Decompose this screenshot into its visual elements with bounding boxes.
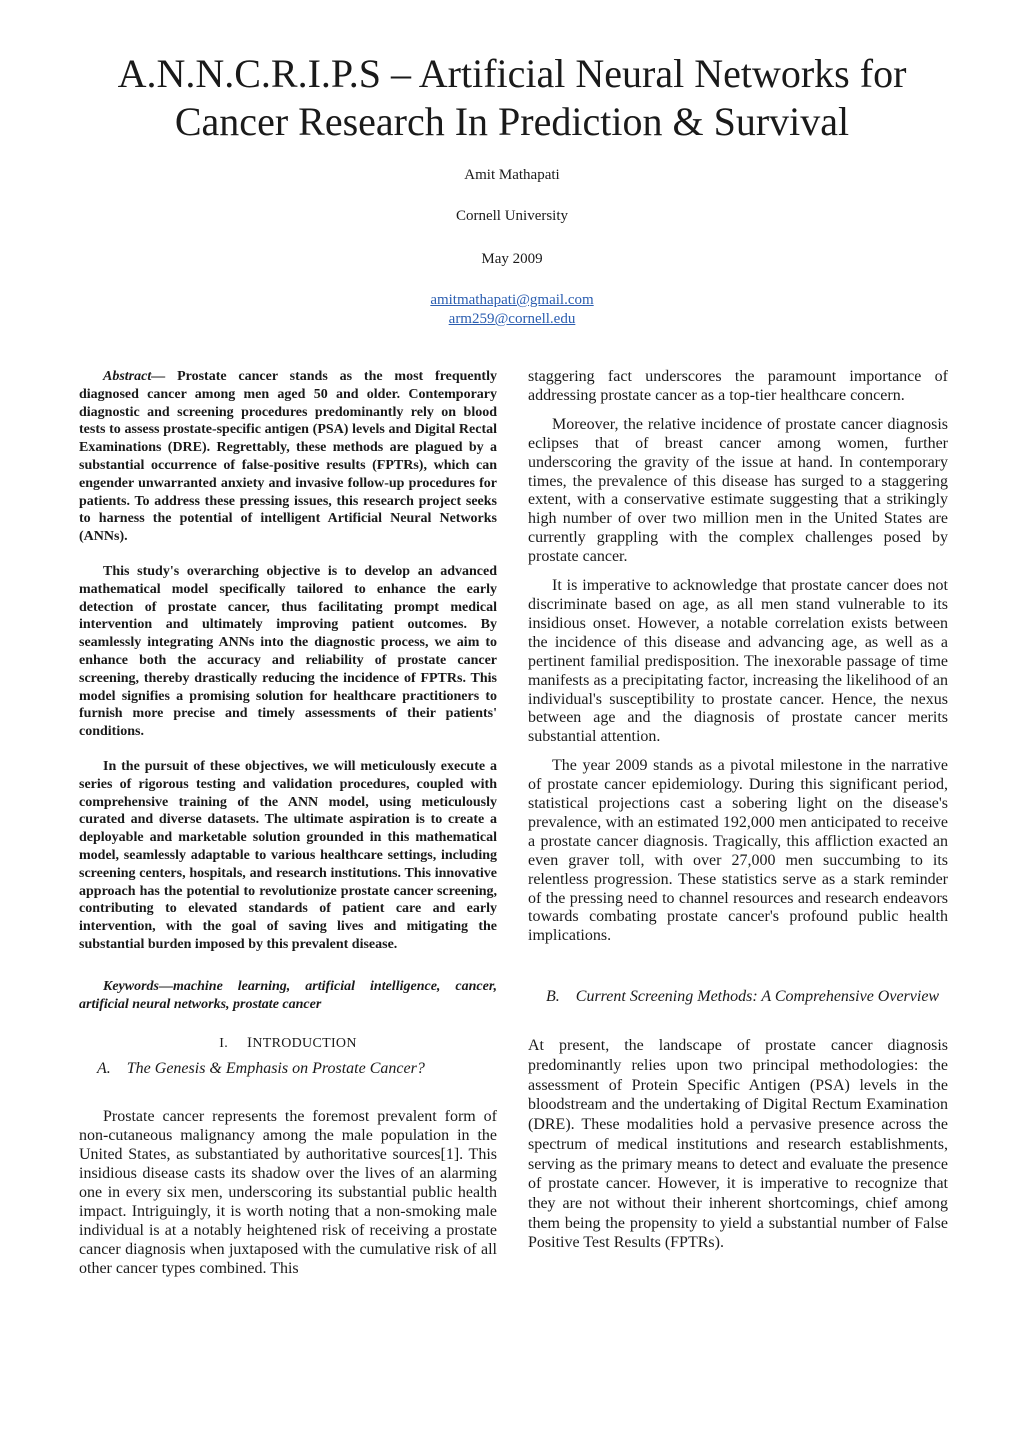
screening-paragraph-1: At present, the landscape of prostate cancer diagnosis predominantly relies upon two principal methodologies: the assessment of Protein Specific Antigen (PSA) levels in the bloodstream and the undertaking of Digital Rectum Examination (DRE). These modalities hold a pervasive presence across the spectrum of medical institutions and research establishments, serving as the primary means to detect and evaluate the presence of prostate cancer. However, it is imperative to recognize that they are not without their inherent shortcomings, chief among them being the propensity to yield a substantial number of False Positive Test Results (FPTRs). — [528, 1037, 948, 1252]
intro-paragraph-1-continued: staggering fact underscores the paramount importance of addressing prostate cancer as a top-tier healthcare concern. — [528, 368, 948, 404]
left-column — [79, 368, 497, 1278]
email-link-gmail[interactable]: amitmathapati@gmail.com — [430, 292, 594, 308]
subsection-heading-b: B. Current Screening Methods: A Comprehensive Overview — [546, 988, 940, 1006]
paper-title — [60, 50, 964, 146]
intro-paragraph-4: The year 2009 stands as a pivotal milestone in the narrative of prostate cancer epidemiology. During this significant period, statistical projections cast a sobering light on the disease's prevalence, with an estimated 192,000 men anticipated to receive a prostate cancer diagnosis. Tragically, this affliction exacted an even graver toll, with over 27,000 men succumbing to its relentless progression. These statistics serve as a stark reminder of the pressing need to channel resources and research endeavors towards combating prostate cancer's profound public health implications. — [528, 757, 948, 945]
author-name: Amit Mathapati — [464, 167, 560, 183]
title-line-2: Cancer Research In Prediction & Survival — [174, 99, 850, 144]
abstract-paragraph-2: This study's overarching objective is to develop an advanced mathematical model specifically tailored to enhance the early detection of prostate cancer, thus facilitating prompt medical intervention and ultimately improving patient outcomes. By seamlessly integrating ANNs into the diagnostic process, we aim to enhance both the accuracy and reliability of prostate cancer screening, thereby drastically reducing the incidence of FPTRs. This model signifies a promising solution for healthcare practitioners to furnish more precise and timely assessments of their patients' conditions. — [79, 563, 497, 740]
email-line-2 — [0, 311, 1024, 328]
abstract-paragraph-3: In the pursuit of these objectives, we will meticulously execute a series of rigorous testing and validation procedures, coupled with comprehensive training of the ANN model, using meticulously curated and diverse datasets. The ultimate aspiration is to create a deployable and marketable solution grounded in this mathematical model, seamlessly adaptable to various healthcare settings, including screening centers, hospitals, and research institutions. This innovative approach has the potential to revolutionize prostate cancer screening, contributing to elevated standards of patient care and early intervention, with the goal of saving lives and mitigating the substantial burden imposed by this prevalent disease. — [79, 758, 497, 952]
subsection-heading-a: A. The Genesis & Emphasis on Prostate Cancer? — [97, 1060, 425, 1078]
intro-paragraph-3: It is imperative to acknowledge that prostate cancer does not discriminate based on age, as all men stand vulnerable to its insidious onset. However, a notable correlation exists between the incidence of this disease and advancing age, as well as a pertinent familial predisposition. The inexorable passage of time manifests as a precipitating factor, increasing the likelihood of an individual's susceptibility to prostate cancer. Hence, the nexus between age and the diagnosis of prostate cancer merits substantial attention. — [528, 577, 948, 746]
right-column — [528, 368, 948, 1253]
title-line-1: A.N.N.C.R.I.P.S – Artificial Neural Networks for — [117, 51, 907, 96]
publication-date: May 2009 — [481, 251, 543, 267]
intro-paragraph-1: Prostate cancer represents the foremost prevalent form of non-cutaneous malignancy among the male population in the United States, as substantiated by authoritative sources[1]. This insidious disease casts its shadow over the lives of an alarming one in every six men, underscoring its substantial public health impact. Intriguingly, it is worth noting that a non-smoking male individual is at a notably heightened risk of receiving a prostate cancer diagnosis when juxtaposed with the cumulative risk of all other cancer types combined. This — [79, 1108, 497, 1277]
section-numeral: I. — [219, 1036, 229, 1052]
section-heading-introduction — [79, 1035, 497, 1052]
keywords: Keywords—machine learning, artificial intelligence, cancer, artificial neural networks, prostate cancer — [79, 978, 497, 1012]
email-line-1 — [0, 292, 1024, 309]
abstract-label: Abstract— — [103, 369, 166, 384]
section-title-initial: I — [247, 1035, 253, 1052]
intro-paragraph-2: Moreover, the relative incidence of prostate cancer diagnosis eclipses that of breast cancer among women, further underscoring the gravity of the issue at hand. In contemporary times, the prevalence of this disease has surged to a staggering extent, with a conservative estimate suggesting that a strikingly high number of over two million men in the United States are currently grappling with the complex challenges posed by prostate cancer. — [528, 415, 948, 566]
email-link-cornell[interactable]: arm259@cornell.edu — [448, 311, 576, 327]
author-affiliation: Cornell University — [455, 208, 569, 224]
abstract-text-1: Prostate cancer stands as the most frequently diagnosed cancer among men aged 50 and older. Contemporary diagnostic and screening procedures predominantly rely on blood tests to assess prostate-specific antigen (PSA) levels and Digital Rectal Examinations (DRE). Regrettably, these methods are plagued by a substantial occurrence of false-positive results (FPTRs), which can engender unwarranted anxiety and invasive follow-up procedures for patients. To address these pressing issues, this research project seeks to harness the potential of intelligent Artificial Neural Networks (ANNs). — [79, 369, 497, 545]
section-title-rest: NTRODUCTION — [252, 1036, 357, 1052]
abstract-paragraph-1 — [79, 368, 497, 546]
